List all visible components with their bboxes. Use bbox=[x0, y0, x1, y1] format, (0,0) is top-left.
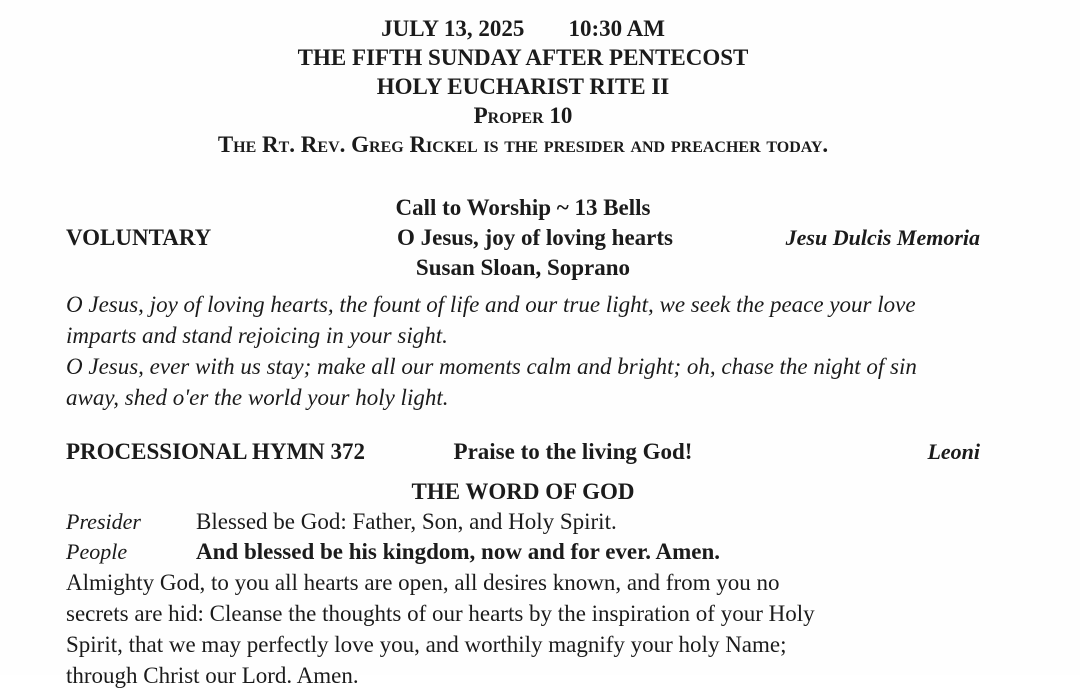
stanza-line: imparts and stand rejoicing in your sight. bbox=[66, 323, 448, 348]
proper-designation: Proper 10 bbox=[473, 103, 573, 128]
processional-label: PROCESSIONAL HYMN 372 bbox=[66, 439, 366, 464]
opening-dialogue bbox=[66, 507, 980, 567]
presider-response: Blessed be God: Father, Son, and Holy Spirit. bbox=[196, 509, 617, 534]
service-type: HOLY EUCHARIST RITE II bbox=[376, 74, 670, 99]
processional-row bbox=[66, 437, 980, 467]
dialogue-row bbox=[66, 507, 980, 537]
processional-title: Praise to the living God! bbox=[453, 439, 693, 464]
voluntary-attribution: Jesu Dulcis Memoria bbox=[785, 225, 980, 250]
service-time: 10:30 AM bbox=[568, 16, 665, 41]
voluntary-title: O Jesus, joy of loving hearts bbox=[397, 225, 673, 250]
collect-for-purity bbox=[66, 567, 980, 691]
speaker-label: People bbox=[66, 539, 128, 564]
word-of-god-section bbox=[66, 477, 980, 691]
music-section bbox=[66, 193, 980, 467]
stanza-line: O Jesus, ever with us stay; make all our moments calm and bright; oh, chase the night of sin bbox=[66, 354, 917, 379]
dialogue-row bbox=[66, 537, 980, 567]
collect-line: through Christ our Lord. Amen. bbox=[66, 663, 359, 688]
collect-line: secrets are hid: Cleanse the thoughts of our hearts by the inspiration of your Holy bbox=[66, 601, 815, 626]
call-to-worship: Call to Worship ~ 13 Bells bbox=[395, 195, 651, 220]
people-response: And blessed be his kingdom, now and for ever. Amen. bbox=[196, 539, 720, 564]
voluntary-label: VOLUNTARY bbox=[66, 225, 212, 250]
sunday-title: THE FIFTH SUNDAY AFTER PENTECOST bbox=[297, 45, 749, 70]
hymn-stanza bbox=[66, 289, 980, 413]
voluntary-row bbox=[66, 223, 980, 253]
presider-note: The Rt. Rev. Greg Rickel is the presider and preacher today. bbox=[217, 132, 829, 157]
stanza-line: O Jesus, joy of loving hearts, the fount of life and our true light, we seek the peace your love bbox=[66, 292, 916, 317]
service-header bbox=[66, 14, 980, 159]
collect-line: Almighty God, to you all hearts are open, all desires known, and from you no bbox=[66, 570, 780, 595]
word-of-god-heading: THE WORD OF GOD bbox=[411, 479, 635, 504]
speaker-label: Presider bbox=[66, 509, 141, 534]
stanza-line: away, shed o'er the world your holy light. bbox=[66, 385, 449, 410]
service-date: JULY 13, 2025 bbox=[381, 16, 525, 41]
voluntary-performer: Susan Sloan, Soprano bbox=[415, 255, 631, 280]
date-time-line bbox=[66, 14, 980, 43]
collect-line: Spirit, that we may perfectly love you, and worthily magnify your holy Name; bbox=[66, 632, 787, 657]
processional-attribution: Leoni bbox=[927, 439, 980, 464]
